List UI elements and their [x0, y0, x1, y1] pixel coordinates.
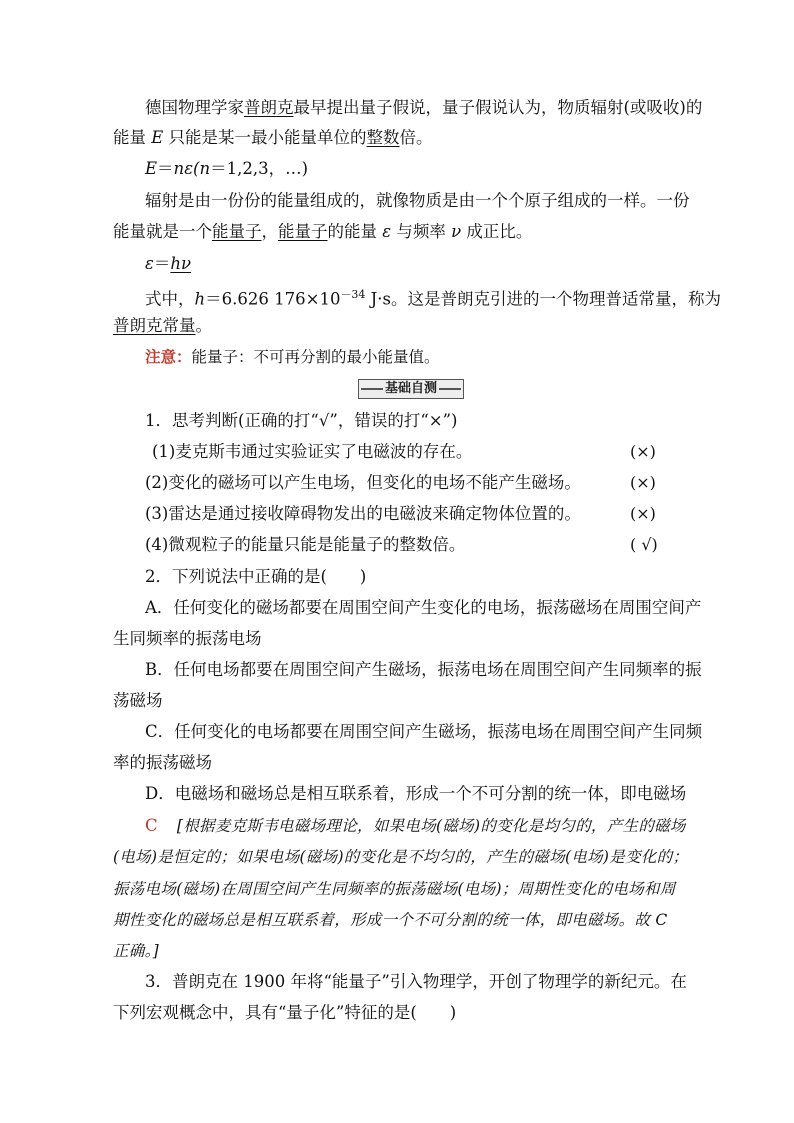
q2-option-d: D．电磁场和磁场总是相互联系着，形成一个不可分割的统一体，即电磁场: [145, 784, 687, 803]
q2-option-c-line2: 率的振荡磁场: [113, 753, 212, 772]
q2-answer-letter: C: [145, 816, 158, 835]
formula-epsilon-hnu: ε＝hν: [145, 254, 192, 273]
q1-item-2: (2)变化的磁场可以产生电场，但变化的电场不能产生磁场。: [145, 473, 581, 492]
para-constant-line1: 式中，h＝6.626 $176\times 10^{-34}$ J·s。这是普朗克引进的一个物理普适常量，称为: [145, 288, 722, 309]
q1-item-1-mark: (×): [630, 442, 656, 461]
formula-energy-quanta: E＝nε(n＝1,2,3，…): [145, 159, 309, 178]
q1-item-4: (4)微观粒子的能量只能是能量子的整数倍。: [145, 535, 466, 554]
q2-explanation-line3: 振荡电场(磁场)在周围空间产生同频率的振荡磁场(电场)；周期性变化的电场和周: [113, 880, 676, 898]
q1-item-1: (1)麦克斯韦通过实验证实了电磁波的存在。: [152, 442, 473, 461]
para-radiation-line2: 能量就是一个能量子，能量子的能量 ε 与频率 ν 成正比。: [113, 222, 533, 241]
q2-explanation-line1: C [根据麦克斯韦电磁场理论，如果电场(磁场)的变化是均匀的，产生的磁场: [145, 816, 686, 835]
section-title-badge: 基础自测: [358, 379, 464, 399]
q3-stem-line1: 3．普朗克在 1900 年将“能量子”引入物理学，开创了物理学的新纪元。在: [145, 972, 687, 991]
term-planck: 普朗克: [244, 98, 294, 117]
term-quantum: 能量子: [212, 222, 262, 241]
q2-option-b-line1: B．任何电场都要在周围空间产生磁场，振荡电场在周围空间产生同频率的振: [145, 660, 702, 679]
para-planck-line1: 德国物理学家普朗克最早提出量子假说，量子假说认为，物质辐射(或吸收)的: [145, 98, 703, 117]
q3-stem-line2: 下列宏观概念中，具有“量子化”特征的是( ): [113, 1003, 457, 1022]
term-quantum-2: 能量子: [278, 222, 328, 241]
q2-option-a-line2: 生同频率的振荡电场: [113, 629, 262, 648]
para-radiation-line1: 辐射是由一份份的能量组成的，就像物质是由一个个原子组成的一样。一份: [145, 191, 690, 210]
q1-stem: 1．思考判断(正确的打“√”，错误的打“×”): [145, 411, 458, 430]
term-planck-constant: 普朗克常量: [113, 316, 196, 335]
note-label: 注意：: [145, 347, 192, 366]
q1-item-3-mark: (×): [630, 504, 656, 523]
q2-explanation-line4: 期性变化的磁场总是相互联系着，形成一个不可分割的统一体，即电磁场。故 C: [113, 911, 668, 929]
q2-explanation-line2: (电场)是恒定的；如果电场(磁场)的变化是不均匀的，产生的磁场(电场)是变化的；: [113, 848, 689, 866]
q2-option-c-line1: C．任何变化的电场都要在周围空间产生磁场，振荡电场在周围空间产生同频: [145, 722, 703, 741]
q1-item-2-mark: (×): [630, 473, 656, 492]
q2-explanation-line5: 正确。]: [113, 942, 159, 960]
note: [145, 346, 440, 368]
para-planck-line2: 能量 E 只能是某一最小能量单位的整数倍。: [113, 128, 433, 147]
q2-stem: 2．下列说法中正确的是( ): [145, 567, 367, 586]
q2-option-b-line2: 荡磁场: [113, 691, 163, 710]
note-text: 能量子：不可再分割的最小能量值。: [191, 348, 440, 366]
q1-item-3: (3)雷达是通过接收障碍物发出的电磁波来确定物体位置的。: [145, 504, 581, 523]
q2-option-a-line1: A．任何变化的磁场都要在周围空间产生变化的电场，振荡磁场在周围空间产: [145, 598, 702, 617]
q1-item-4-mark: ( √): [630, 535, 658, 554]
term-integer: 整数: [366, 128, 400, 147]
para-constant-line2: 普朗克常量。: [113, 316, 212, 335]
